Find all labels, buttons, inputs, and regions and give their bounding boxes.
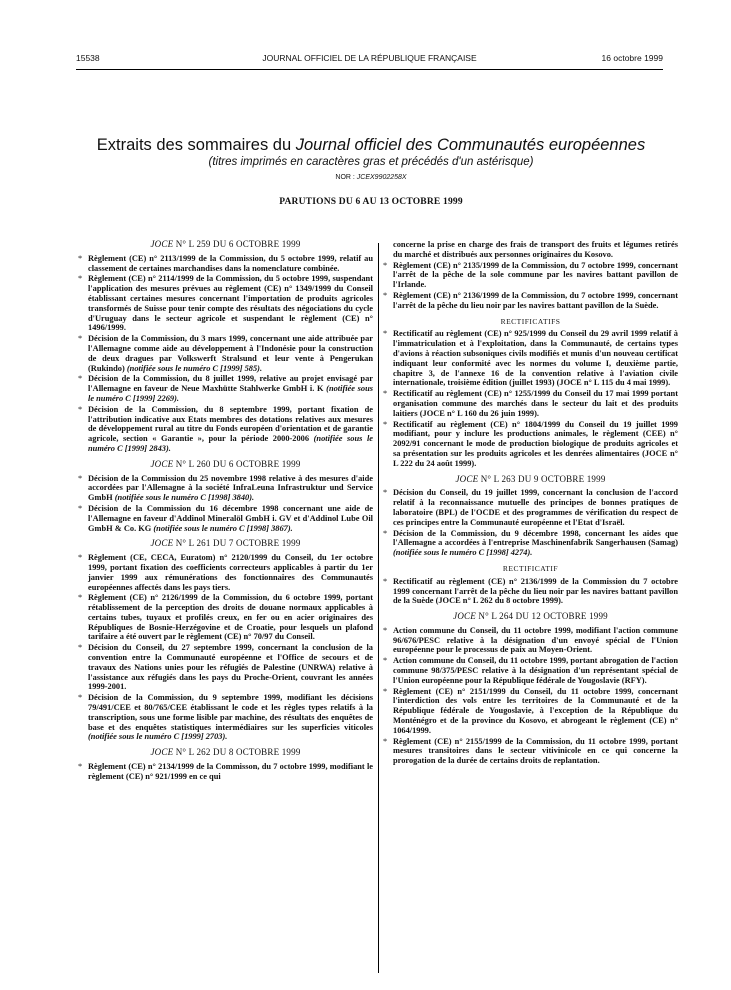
issue-date: 16 octobre 1999 bbox=[601, 53, 663, 63]
entry-title: Décision de la Commission du 16 décembre 1998 concernant une aide de l'Allemagne en faveur d'Addinol Mineralöl GmbH i. GV et d'Addinol Lube Oil GmbH & Co. KG bbox=[88, 503, 373, 533]
entry-title: Règlement (CE) n° 2151/1999 du Conseil, du 11 octobre 1999, concernant l'interdiction des vols entre les territoires de la Communauté et de la République fédérale de Yougoslavie, à l'exception de la République du Monténégro et de la province du Kosovo, et abrogeant le règlement (CE) n° 1064/1999. bbox=[393, 686, 678, 735]
asterisk-marker: * bbox=[78, 334, 83, 344]
entry-text bbox=[393, 626, 678, 655]
asterisk-marker: * bbox=[383, 329, 388, 339]
entry-item bbox=[383, 626, 678, 655]
entry-text bbox=[393, 329, 678, 387]
section-ref: N° L 262 DU 8 OCTOBRE 1999 bbox=[173, 747, 301, 758]
entry-text bbox=[393, 687, 678, 735]
entry-list bbox=[383, 577, 678, 606]
entry-title: Règlement (CE) n° 2134/1999 de la Commisson, du 7 octobre 1999, modifiant le règlement (CE) n° 921/1999 en ce qui bbox=[88, 762, 373, 781]
page-title bbox=[76, 136, 666, 155]
entry-item bbox=[78, 762, 373, 782]
asterisk-marker: * bbox=[78, 553, 83, 563]
section-ref: N° L 263 DU 9 OCTOBRE 1999 bbox=[478, 473, 606, 484]
entry-item bbox=[383, 329, 678, 388]
entry-list bbox=[78, 254, 373, 454]
entry-title: Décision de la Commission, du 9 décembre 1998, concernant les aides que l'Allemagne a accordées à l'entreprise Maschinenfabrik Sangerhausen (Samag) bbox=[393, 528, 678, 548]
asterisk-marker: * bbox=[383, 656, 388, 666]
entry-title: Règlement (CE) n° 2135/1999 de la Commission, du 7 octobre 1999, concernant l'arrêt de la pêche de la sole commune par les navires battant pavillon de l'Irlande. bbox=[393, 260, 678, 290]
entry-item bbox=[78, 474, 373, 503]
entry-title: Décision de la Commission, du 8 septembre 1999, portant fixation de l'attribution indicative aux Etats membres des dotations relatives aux mesures de développement rural au titre du Fonds européen d'orientation et de garantie agricole, section « Garantie », pour la période 2000-2006 bbox=[88, 404, 373, 444]
entry-title: Décision de la Commission du 25 novembre 1998 relative à des mesures d'aide accordées par l'Allemagne à la société InfraLeuna Infrastruktur und Service GmbH bbox=[88, 473, 373, 503]
section-heading bbox=[78, 240, 373, 250]
entry-text bbox=[88, 553, 373, 591]
entry-notification: (notifiée sous le numéro C [1999] 2703). bbox=[88, 732, 228, 742]
entry-title: Règlement (CE) n° 2126/1999 de la Commission, du 6 octobre 1999, portant rétablissement de la perception des droits de douane normaux applicables à certains tubes, tuyaux et profilés creux, en fer ou en acier originaires des Républiques de Bosnie-Herzégovine et de Croatie, pour lesquels un plafond tarifaire a été ouvert par le règlement (CE) n° 70/97 du Conseil. bbox=[88, 593, 373, 642]
left-column bbox=[78, 240, 373, 783]
entry-item bbox=[383, 261, 678, 290]
entry-text bbox=[88, 504, 373, 533]
entry-item bbox=[78, 553, 373, 592]
entry-text bbox=[393, 488, 678, 526]
column-divider bbox=[378, 243, 379, 973]
entry-title: Action commune du Conseil, du 11 octobre 1999, portant abrogation de l'action commune 98/375/PESC relative à la désignation d'un représentant spécial de l'Union européenne pour la République fédérale de Yougoslavie (RFY). bbox=[393, 656, 678, 685]
asterisk-marker: * bbox=[383, 686, 388, 696]
section-joce: JOCE bbox=[150, 538, 174, 549]
entry-title: Règlement (CE) n° 2136/1999 de la Commission, du 7 octobre 1999, concernant l'arrêt de la pêche du lieu noir par les navires battant pavillon de la Suède. bbox=[393, 290, 678, 310]
asterisk-marker: * bbox=[78, 404, 83, 414]
section-joce: JOCE bbox=[150, 747, 174, 758]
entry-title: Rectificatif au règlement (CE) n° 925/1999 du Conseil du 29 avril 1999 relatif à l'immatriculation et à l'exploitation, dans la Communauté, de certains types d'avions à réaction subsoniques civils modifiés et munis d'un nouveau certificat indiquant leur conformité avec les normes du volume I, deuxième partie, chapitre 3, de l'annexe 16 de la convention relative à l'aviation civile internationale, troisième édition (juillet 1993) (JOCE n° L 115 du 4 mai 1999). bbox=[393, 329, 678, 388]
asterisk-marker: * bbox=[78, 643, 83, 653]
asterisk-marker: * bbox=[78, 253, 83, 263]
entry-item bbox=[78, 274, 373, 333]
section-joce: JOCE bbox=[455, 473, 479, 484]
title-prefix: Extraits des sommaires du bbox=[96, 136, 296, 154]
entry-item bbox=[78, 643, 373, 692]
entry-text bbox=[88, 474, 373, 503]
entry-text bbox=[393, 577, 678, 606]
asterisk-marker: * bbox=[383, 488, 388, 498]
entry-text bbox=[393, 389, 678, 418]
entry-item bbox=[383, 488, 678, 527]
entry-notification: (notifiée sous le numéro C [1998] 3867). bbox=[151, 523, 293, 533]
asterisk-marker: * bbox=[78, 503, 83, 513]
asterisk-marker: * bbox=[78, 593, 83, 603]
entry-item bbox=[383, 420, 678, 469]
entry-text bbox=[88, 762, 373, 781]
nor-reference bbox=[76, 174, 666, 181]
entry-title: Règlement (CE) n° 2114/1999 de la Commission, du 5 octobre 1999, suspendant l'application des mesures prévues au règlement (CE) n° 1349/1999 du Conseil établissant certaines mesures concernant l'importation de produits agricoles transformés de Suisse pour tenir compte des résultats des négociations du cycle d'Uruguay dans le secteur agricole et suspendant le règlement (CE) n° 1496/1999. bbox=[88, 274, 373, 333]
entry-item bbox=[78, 374, 373, 403]
asterisk-marker: * bbox=[383, 260, 388, 270]
parutions-heading: PARUTIONS DU 6 AU 13 OCTOBRE 1999 bbox=[279, 197, 463, 207]
entry-title: Décision de la Commission, du 3 mars 1999, concernant une aide attribuée par l'Allemagne comme aide au développement à l'Indonésie pour la construction de deux dragues par Volkswerft Stralsund et leur vente à Pengerukan (Rukindo) bbox=[88, 334, 373, 373]
journal-title: JOURNAL OFFICIEL DE LA RÉPUBLIQUE FRANÇAISE bbox=[262, 53, 477, 63]
asterisk-marker: * bbox=[78, 274, 83, 284]
entry-notification: (notifiée sous le numéro C [1999] 2843). bbox=[88, 434, 374, 453]
entry-title: Rectificatif au règlement (CE) n° 2136/1999 de la Commission du 7 octobre 1999 concernant l'arrêt de la pêche du lieu noir par les navires battant pavillon de la Suède (JOCE n° L 262 du 8 octobre 1999). bbox=[393, 576, 678, 606]
entry-item bbox=[78, 334, 373, 373]
entry-item bbox=[78, 593, 373, 642]
section-ref: N° L 264 DU 12 OCTOBRE 1999 bbox=[475, 611, 608, 622]
entry-text bbox=[88, 643, 373, 691]
entry-item bbox=[78, 693, 373, 742]
asterisk-marker: * bbox=[383, 625, 388, 635]
entry-text bbox=[88, 274, 373, 332]
continued-entry: concerne la prise en charge des frais de transport des fruits et légumes retirés du marché et distribués aux personnes originaires du Kosovo. bbox=[393, 240, 678, 259]
entry-item bbox=[78, 504, 373, 533]
entry-title: Action commune du Conseil, du 11 octobre 1999, modifiant l'action commune 96/676/PESC relative à la désignation d'un envoyé spécial de l'Union européenne pour le processus de paix au Moyen-Orient. bbox=[393, 625, 678, 655]
section-heading bbox=[383, 612, 678, 622]
section-heading bbox=[78, 748, 373, 758]
entry-list bbox=[78, 553, 373, 742]
asterisk-marker: * bbox=[383, 389, 388, 399]
section-heading bbox=[78, 460, 373, 470]
entry-title: Règlement (CE) n° 2113/1999 de la Commission, du 5 octobre 1999, relatif au classement de certaines marchandises dans la nomenclature combinée. bbox=[88, 253, 373, 273]
entry-text bbox=[88, 334, 373, 372]
entry-title: Rectificatif au règlement (CE) n° 1255/1999 du Conseil du 17 mai 1999 portant organisation commune des marchés dans le secteur du lait et des produits laitiers (JOCE n° L 160 du 26 juin 1999). bbox=[393, 389, 678, 418]
entry-text bbox=[393, 656, 678, 685]
entry-title: Règlement (CE) n° 2155/1999 de la Commission, du 11 octobre 1999, portant mesures transitoires dans le secteur vitivinicole en ce qui concerne la prorogation de la durée de certains droits de replantation. bbox=[393, 736, 678, 766]
entry-list bbox=[383, 261, 678, 311]
entry-item bbox=[383, 656, 678, 685]
entry-text bbox=[88, 254, 373, 273]
entry-item bbox=[383, 291, 678, 311]
nor-label: NOR : bbox=[335, 174, 357, 181]
entry-text bbox=[88, 593, 373, 641]
section-ref: N° L 259 DU 6 OCTOBRE 1999 bbox=[173, 239, 301, 249]
asterisk-marker: * bbox=[78, 374, 83, 384]
title-journal-name: Journal officiel des Communautés européennes bbox=[295, 136, 646, 154]
entry-item bbox=[78, 254, 373, 274]
entry-item bbox=[78, 405, 373, 454]
entry-title: Décision de la Commission, du 8 juillet 1999, relative au projet envisagé par l'Allemagne en faveur de Neue Maxhütte Stahlwerke GmbH i. K bbox=[88, 374, 373, 394]
asterisk-marker: * bbox=[78, 693, 83, 703]
asterisk-marker: * bbox=[383, 736, 388, 746]
entry-title: Règlement (CE, CECA, Euratom) n° 2120/1999 du Conseil, du 1er octobre 1999, portant fixation des coefficients correcteurs applicables à partir du 1er janvier 1999 aux rémunérations des fonctionnaires des Communautés européennes affectés dans les pays tiers. bbox=[88, 553, 373, 592]
section-heading bbox=[383, 475, 678, 485]
entry-text bbox=[393, 420, 678, 468]
asterisk-marker: * bbox=[383, 290, 388, 300]
right-column bbox=[383, 240, 678, 767]
entry-title: Décision de la Commission, du 9 septembre 1999, modifiant les décisions 79/491/CEE et 80/765/CEE établissant le code et les règles types relatifs à la transcription, sous une forme lisible par machine, des résultats des enquêtes de base et des enquêtes statistiques intermédiaires sur les superficies viticoles bbox=[88, 693, 373, 732]
section-joce: JOCE bbox=[150, 239, 174, 249]
entry-item bbox=[383, 737, 678, 766]
entry-item bbox=[383, 389, 678, 418]
rectificatifs-heading: RECTIFICATIFS bbox=[500, 316, 561, 326]
entry-text bbox=[393, 529, 678, 558]
asterisk-marker: * bbox=[383, 528, 388, 538]
entry-text bbox=[393, 291, 678, 310]
entry-title: Décision du Conseil, du 19 juillet 1999, concernant la conclusion de l'accord relatif à la reconnaissance mutuelle des principes de bonnes pratiques de laboratoire (BPL) de l'OCDE et des programmes de vérification du respect de ces principes entre la Communauté européenne et l'Etat d'Israël. bbox=[393, 488, 678, 527]
section-heading bbox=[78, 539, 373, 549]
asterisk-marker: * bbox=[78, 762, 83, 772]
asterisk-marker: * bbox=[383, 576, 388, 586]
section-ref: N° L 261 DU 7 OCTOBRE 1999 bbox=[173, 538, 301, 549]
entry-item bbox=[383, 687, 678, 736]
entry-title: Rectificatif au règlement (CE) n° 1804/1999 du Conseil du 19 juillet 1999 modifiant, pour y inclure les productions animales, le règlement (CEE) n° 2092/91 concernant le mode de production biologique de produits agricoles et sa présentation sur les produits agricoles et les denrées alimentaires (JOCE n° L 222 du 24 août 1999). bbox=[393, 419, 678, 468]
asterisk-marker: * bbox=[383, 419, 388, 429]
entry-list bbox=[78, 474, 373, 534]
entry-notification: (notifiée sous le numéro C [1999] 585). bbox=[124, 363, 263, 373]
rectificatif-heading: RECTIFICATIF bbox=[502, 563, 559, 573]
entry-text bbox=[88, 405, 373, 453]
entry-notification: (notifiée sous le numéro C [1999] 2269). bbox=[88, 384, 373, 403]
asterisk-marker: * bbox=[78, 473, 83, 483]
entry-list bbox=[383, 626, 678, 766]
entry-list bbox=[383, 329, 678, 468]
entry-text bbox=[88, 374, 373, 403]
section-ref: N° L 260 DU 6 OCTOBRE 1999 bbox=[173, 458, 301, 469]
page-header bbox=[76, 53, 663, 67]
entry-text bbox=[393, 737, 678, 766]
header-rule bbox=[76, 69, 663, 70]
entry-item bbox=[383, 577, 678, 606]
entry-text bbox=[88, 693, 373, 741]
entry-list bbox=[383, 488, 678, 558]
nor-code: JCEX9902258X bbox=[356, 174, 407, 181]
entry-item bbox=[383, 529, 678, 558]
entry-notification: (notifiée sous le numéro C [1998] 3840). bbox=[112, 493, 255, 503]
entry-text bbox=[393, 261, 678, 290]
entry-title: Décision du Conseil, du 27 septembre 1999, concernant la conclusion de la convention entre la Communauté européenne et l'Office de secours et de travaux des Nations unies pour les réfugiés de Palestine (UNRWA) relative à l'assistance aux réfugiés dans les pays du Proche-Orient, couvrant les années 1999-2001. bbox=[88, 643, 373, 692]
page-number: 15538 bbox=[76, 53, 100, 63]
page-subtitle: (titres imprimés en caractères gras et précédés d'un astérisque) bbox=[208, 156, 534, 168]
section-joce: JOCE bbox=[453, 611, 476, 622]
entry-notification: (notifiée sous le numéro C [1998] 4274). bbox=[393, 548, 533, 558]
section-joce: JOCE bbox=[150, 458, 174, 469]
entry-list bbox=[78, 762, 373, 782]
